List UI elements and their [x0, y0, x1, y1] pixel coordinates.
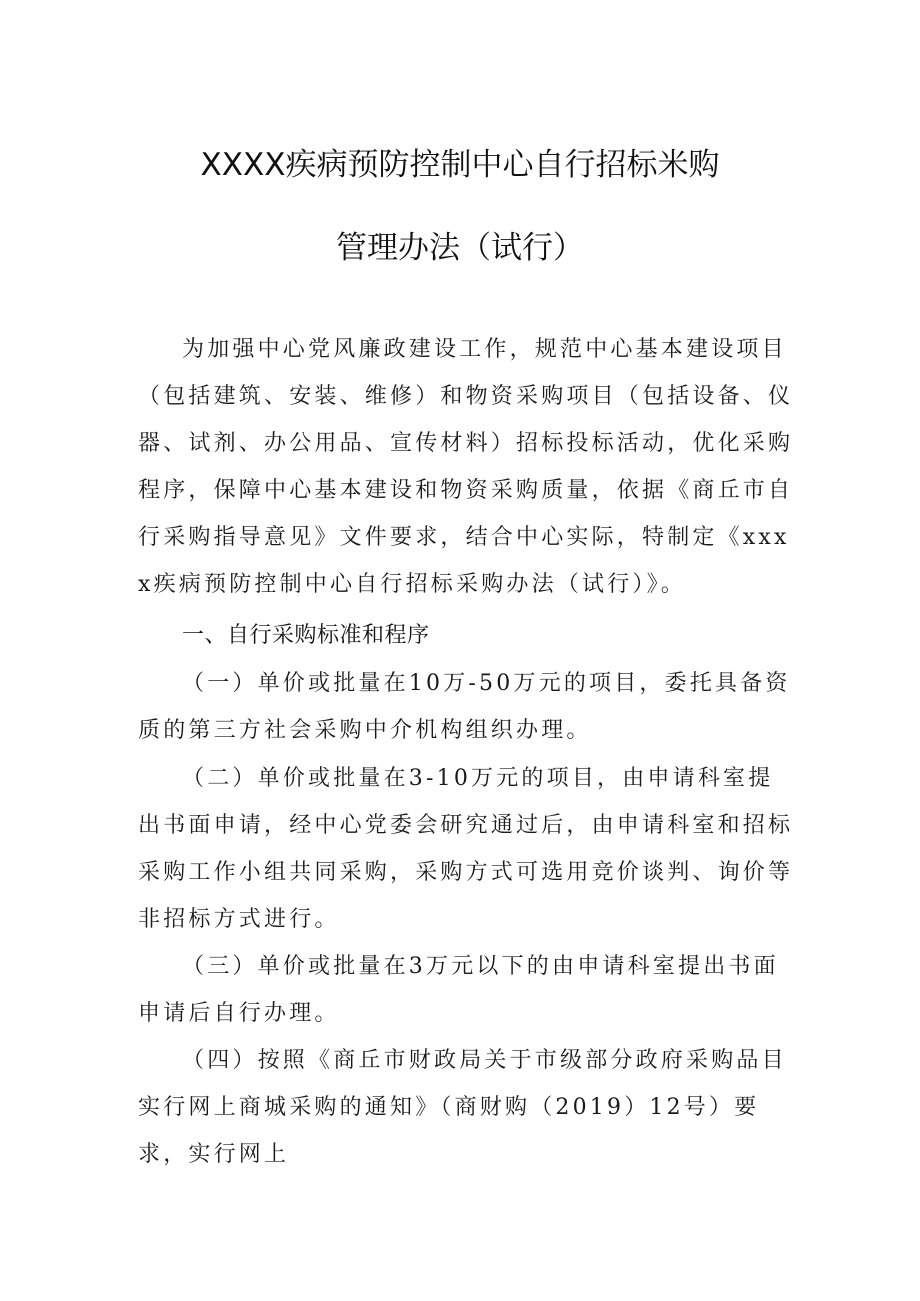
document-title-line-1: XXXX疾病预防控制中心自行招标米购	[200, 147, 720, 183]
item-paragraph-4: （四）按照《商丘市财政局关于市级部分政府采购品目实行网上商城采购的通知》（商财购（2019）12号）要求，实行网上	[138, 1048, 787, 1167]
document-title-line-2: 管理办法（试行）	[336, 230, 584, 266]
item-paragraph-2: （二）单价或批量在3-10万元的项目，由申请科室提出书面申请，经中心党委会研究通过后，由申请科室和招标采购工作小组共同采购，采购方式可选用竞价谈判、询价等非招标方式进行。	[138, 766, 794, 932]
section-heading-1: 一、自行采购标准和程序	[182, 623, 430, 648]
intro-paragraph: 为加强中心党风廉政建设工作，规范中心基本建设项目（包括建筑、安装、维修）和物资采购项目（包括设备、仪器、试剂、办公用品、宣传材料）招标投标活动，优化采购程序，保障中心基本建设和物资采购质量，依据《商丘市自行采购指导意见》文件要求，结合中心实际，特制定《xxxx疾病预防控制中心自行招标采购办法（试行）》。	[138, 337, 794, 597]
item-paragraph-3: （三）单价或批量在3万元以下的由申请科室提出书面申请后自行办理。	[138, 954, 779, 1026]
item-paragraph-1: （一）单价或批量在10万-50万元的项目，委托具备资质的第三方社会采购中介机构组织办理。	[138, 671, 791, 743]
